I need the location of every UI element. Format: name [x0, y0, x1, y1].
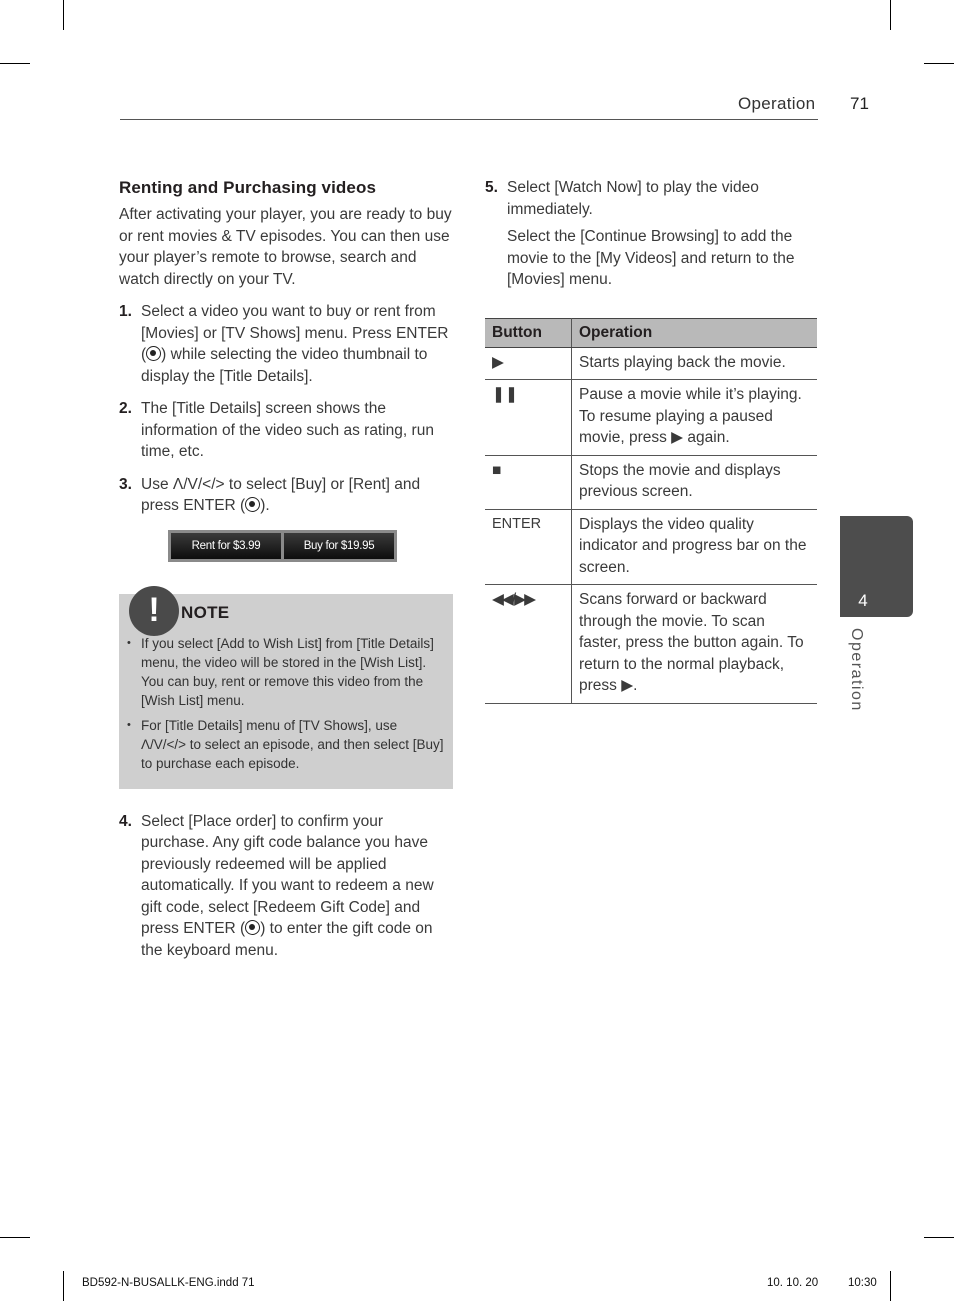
enter-button-icon	[245, 497, 260, 512]
step-3	[119, 474, 453, 517]
step-1	[119, 301, 453, 387]
enter-button-icon	[146, 346, 161, 361]
footer-date: 10. 10. 20	[767, 1277, 819, 1289]
chapter-label: Operation	[848, 628, 865, 712]
table-cell: Pause a movie while it’s playing. To resume playing a paused movie, press ▶ again.	[572, 380, 818, 456]
step-text-part: Select a video you want to buy or rent from [Movies] or [TV Shows] menu. Press ENTER (	[141, 303, 449, 363]
running-header: Operation	[738, 94, 816, 113]
crop-mark	[924, 1237, 954, 1238]
note-title: NOTE	[181, 602, 230, 622]
column-header: Operation	[572, 318, 818, 347]
step-text: The [Title Details] screen shows the information of the video such as rating, run time, etc.	[141, 400, 434, 460]
step-number: 5.	[485, 179, 498, 196]
table-cell: Stops the movie and displays previous screen.	[572, 455, 818, 509]
crop-mark	[63, 0, 64, 30]
step-text	[141, 301, 453, 387]
buy-button[interactable]: Buy for $19.95	[284, 533, 394, 559]
pause-icon: ❚❚	[485, 380, 572, 456]
rent-buy-screenshot	[168, 530, 397, 562]
step-5	[485, 177, 817, 291]
note-list	[127, 634, 445, 773]
table-cell: ENTER	[485, 509, 572, 585]
crop-mark	[890, 1271, 891, 1301]
note-box	[119, 591, 453, 789]
table-cell: Scans forward or backward through the movie. To scan faster, press the button again. To return to the normal playback, press ▶.	[572, 585, 818, 704]
crop-mark	[0, 1237, 30, 1238]
column-header: Button	[485, 318, 572, 347]
stop-icon: ■	[485, 455, 572, 509]
chapter-number: 4	[858, 591, 868, 610]
step-list	[119, 301, 453, 517]
step-number: 3.	[119, 475, 132, 493]
exclamation-icon: !	[129, 586, 179, 636]
step-text: Select [Watch Now] to play the video immediately.	[507, 179, 759, 218]
table-row	[485, 509, 817, 585]
step-text-part: Use Λ/V/</> to select [Buy] or [Rent] and press ENTER (	[141, 475, 421, 514]
crop-mark	[924, 63, 954, 64]
table-header-row	[485, 318, 817, 347]
step-text	[141, 474, 453, 517]
header-rule	[120, 119, 818, 120]
step-2	[119, 398, 453, 463]
play-icon: ▶	[485, 347, 572, 380]
table-row	[485, 380, 817, 456]
intro-paragraph: After activating your player, you are ready to buy or rent movies & TV episodes. You can then use your player’s remote to browse, search and watch directly on your TV.	[119, 206, 452, 288]
table-row	[485, 455, 817, 509]
page-number: 71	[850, 94, 869, 113]
note-item: • For [Title Details] menu of [TV Shows], use Λ/V/</> to select an episode, and then select [Buy] to purchase each episode.	[127, 716, 445, 773]
step-number: 1.	[119, 303, 132, 320]
left-column	[119, 178, 453, 961]
footer-time: 10:30	[848, 1277, 877, 1289]
step-number: 4.	[119, 812, 132, 830]
button-operation-table	[485, 318, 817, 704]
step-number: 2.	[119, 400, 132, 417]
scan-icon: ◀◀/▶▶	[485, 585, 572, 704]
step-text-part: Select [Place order] to confirm your purchase. Any gift code balance you have previously redeemed will be applied automatically. If you want to redeem a new gift code, select [Redeem Gift Code] and press ENTER (	[141, 812, 434, 937]
right-column	[485, 177, 817, 704]
crop-mark	[890, 0, 891, 30]
table-cell: Starts playing back the movie.	[572, 347, 818, 380]
note-item: • If you select [Add to Wish List] from [Title Details] menu, the video will be stored in the [Wish List]. You can buy, rent or remove this video from the [Wish List] menu.	[127, 634, 445, 710]
table-cell: Displays the video quality indicator and progress bar on the screen.	[572, 509, 818, 585]
step-text-part: ) to enter the gift code on the keyboard menu.	[141, 920, 433, 959]
step-4	[119, 811, 453, 962]
crop-mark	[63, 1271, 64, 1301]
section-heading: Renting and Purchasing videos	[119, 178, 376, 197]
step-text-part: ).	[260, 497, 270, 514]
step-text: Select the [Continue Browsing] to add the movie to the [My Videos] and return to the [Movies] menu.	[507, 228, 795, 288]
enter-button-icon	[245, 920, 260, 935]
footer-file: BD592-N-BUSALLK-ENG.indd 71	[82, 1277, 255, 1289]
table-row	[485, 585, 817, 704]
rent-button[interactable]: Rent for $3.99	[171, 533, 281, 559]
step-text	[141, 811, 453, 962]
step-text-part: ) while selecting the video thumbnail to display the [Title Details].	[141, 346, 428, 385]
crop-mark	[0, 63, 30, 64]
table-row	[485, 347, 817, 380]
chapter-tab	[840, 516, 913, 617]
